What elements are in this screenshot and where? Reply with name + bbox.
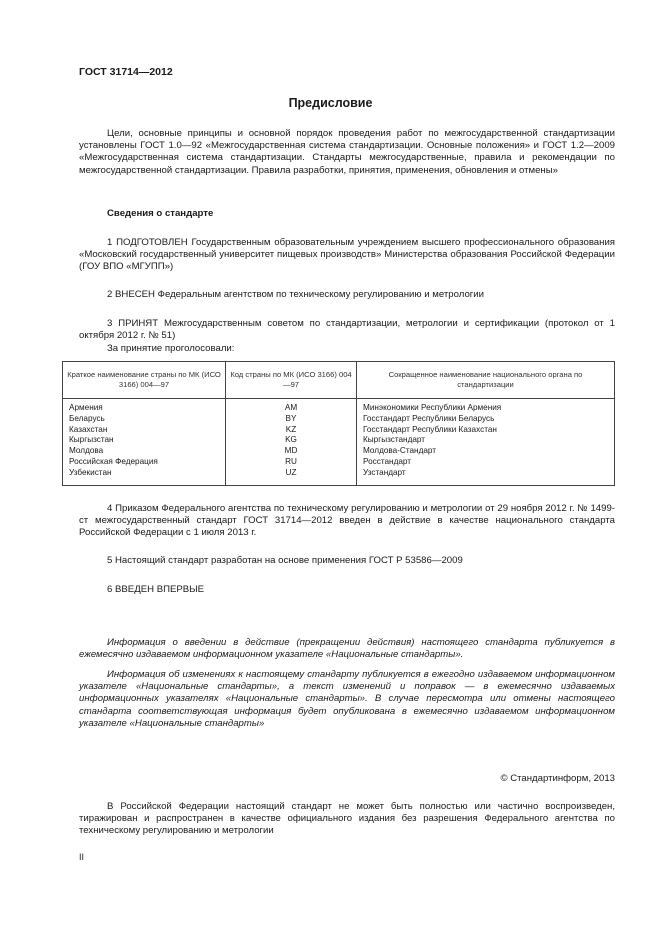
country-name: Армения [69,403,103,412]
country-code: KG [285,435,297,445]
item-5-paragraph: 5 Настоящий стандарт разработан на основе применения ГОСТ Р 53586—2009 [107,555,463,566]
column-header-country: Краткое наименование страны по МК (ИСО 3166) 004—97 [63,362,226,399]
body-cell [357,399,615,486]
info-changes-paragraph: Информация об изменениях к настоящему стандарту публикуется в ежегодно издаваемом информационном указателе «Национальные стандарты», а текст изменений и поправок — в ежемесячно издаваемых информационных указателях «Национальные стандарты». В случае пересмотра или отмены настоящего стандарта соответствующая информация будет опубликована в ежемесячно издаваемом информационном указателе «Национальные стандарты» [79,669,615,729]
standards-body: Молдова-Стандарт [363,446,437,456]
country-code: KZ [285,424,297,434]
code-cell [226,399,357,486]
voted-label: За принятие проголосовали: [107,343,235,354]
table-row [63,399,615,486]
item-2-paragraph: 2 ВНЕСЕН Федеральным агентством по техническому регулированию и метрологии [107,289,485,300]
standards-body: Узстандарт [363,467,406,477]
table-header-row [63,362,615,399]
section-heading: Сведения о стандарте [107,208,214,219]
country-name: Беларусь [69,413,105,423]
page-number: II [79,852,85,862]
country-code: MD [284,446,298,456]
country-cell [63,399,226,486]
document-code: ГОСТ 31714—2012 [79,66,173,78]
item-1-paragraph: 1 ПОДГОТОВЛЕН Государственным образовательным учреждением высшего профессионального образования «Московский государственный университет пищевых производств» Министерства образования Российской Федерации (ГОУ ВПО «МГУПП») [79,237,615,273]
column-header-code: Код страны по МК (ИСО 3166) 004—97 [226,362,357,399]
standards-body: Кыргызстандарт [363,435,426,445]
country-code: UZ [285,467,297,477]
country-name: Узбекистан [69,467,112,477]
country-code: BY [285,413,297,423]
country-name: Казахстан [69,424,108,434]
column-header-body: Сокращенное наименование национального органа по стандартизации [357,362,615,399]
country-code: AM [284,403,298,412]
intro-paragraph: Цели, основные принципы и основной порядок проведения работ по межгосударственной стандартизации установлены ГОСТ 1.0—92 «Межгосударственная система стандартизации. Основные положения» и ГОСТ 1.2—2009 «Межгосударственная система стандартизации. Стандарты межгосударственные, правила и рекомендации по межгосударственной стандартизации. Правила разработки, принятия, применения, обновления и отмены» [79,128,615,176]
standards-body: Минэкономики Республики Армения [363,403,502,412]
page-title: Предисловие [288,96,373,110]
country-name: Молдова [69,446,104,456]
info-introduction-paragraph: Информация о введении в действие (прекращении действия) настоящего стандарта публикуется в ежемесячно издаваемом информационном указателе «Национальные стандарты». [79,637,615,661]
reproduction-notice: В Российской Федерации настоящий стандарт не может быть полностью или частично воспроизведен, тиражирован и распространен в качестве официального издания без разрешения Федерального агентства по техническому регулированию и метрологии [79,801,615,837]
country-name: Российская Федерация [69,456,158,466]
standards-body: Росстандарт [363,456,412,466]
copyright-notice: © Стандартинформ, 2013 [500,773,615,784]
item-3-paragraph: 3 ПРИНЯТ Межгосударственным советом по стандартизации, метрологии и сертификации (протокол от 1 октября 2012 г. № 51) [79,318,615,342]
country-name: Кыргызстан [69,435,114,445]
item-6-paragraph: 6 ВВЕДЕН ВПЕРВЫЕ [107,584,205,595]
standards-body: Госстандарт Республики Беларусь [363,413,495,423]
standards-body: Госстандарт Республики Казахстан [363,424,497,434]
country-code: RU [285,456,297,466]
voting-states-table [62,361,615,486]
item-4-paragraph: 4 Приказом Федерального агентства по техническому регулированию и метрологии от 29 ноября 2012 г. № 1499-ст межгосударственный стандарт ГОСТ 31714—2012 введен в действие в качестве национального стандарта Российской Федерации с 1 июля 2013 г. [79,503,615,539]
